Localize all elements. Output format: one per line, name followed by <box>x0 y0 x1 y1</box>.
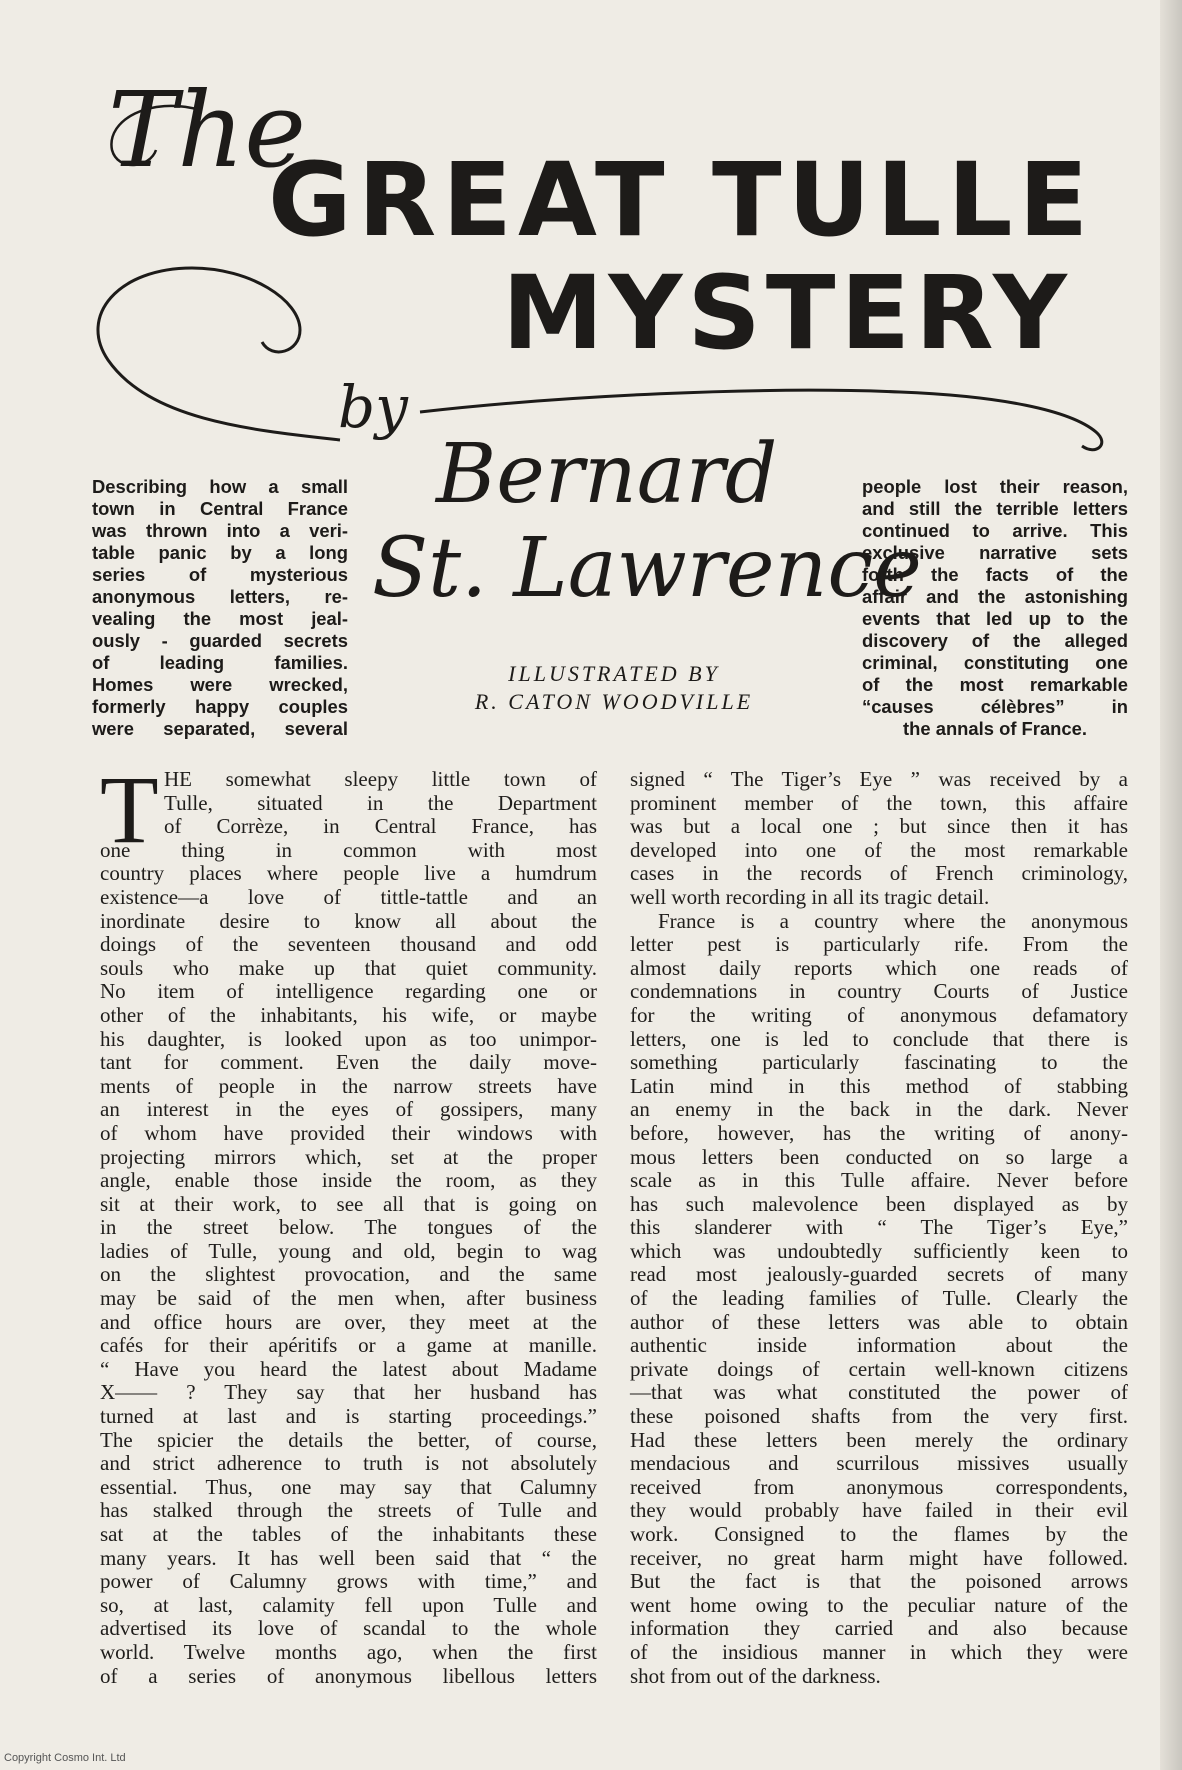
body-line: “ Have you heard the latest about Madame <box>100 1356 597 1381</box>
body-line: was but a local one ; but since then it has <box>630 814 1128 839</box>
body-line: scale as in this Tulle affaire. Never before <box>630 1168 1128 1193</box>
title-the: The <box>108 69 306 191</box>
intro-line: town in Central France <box>92 498 348 519</box>
body-line: may be said of the men when, after business <box>100 1286 597 1311</box>
body-line: No item of intelligence regarding one or <box>100 979 597 1004</box>
body-line: so, at last, calamity fell upon Tulle and <box>100 1592 597 1617</box>
body-line: power of Calumny grows with time,” and <box>100 1569 597 1594</box>
body-line: this slanderer with “ The Tiger’s Eye,” <box>630 1215 1128 1240</box>
illustrated-by-label: ILLUSTRATED BY <box>508 661 720 686</box>
intro-line: vealing the most jeal- <box>92 608 348 629</box>
illustrator-name: R. CATON WOODVILLE <box>474 689 754 714</box>
body-line: they would probably have failed in their evil <box>630 1498 1128 1523</box>
byline-by: by <box>338 373 408 441</box>
body-line: his daughter, is looked upon as too unimpor- <box>100 1026 597 1051</box>
body-line: and strict adherence to truth is not absolutely <box>100 1451 597 1476</box>
body-line: cafés for their apéritifs or a game at manille. <box>100 1333 597 1358</box>
body-line: mous letters been conducted on so large a <box>630 1144 1128 1169</box>
body-line: condemnations in country Courts of Justice <box>630 979 1128 1004</box>
body-line: and office hours are over, they meet at the <box>100 1309 597 1334</box>
article-column-right <box>630 768 1128 1688</box>
body-line: read most jealously-guarded secrets of many <box>630 1262 1128 1287</box>
body-line: of a series of anonymous libellous letters <box>100 1663 597 1688</box>
body-line: in the street below. The tongues of the <box>100 1215 597 1240</box>
intro-line: was thrown into a veri- <box>92 520 348 541</box>
body-line: one thing in common with most <box>100 837 597 862</box>
intro-line: people lost their reason, <box>862 476 1128 497</box>
intro-line: criminal, constituting one <box>862 652 1128 673</box>
body-line: country places where people live a humdrum <box>100 861 597 886</box>
body-line: essential. Thus, one may say that Calumny <box>100 1474 597 1499</box>
body-line: work. Consigned to the flames by the <box>630 1522 1128 1546</box>
body-line: of the leading families of Tulle. Clearly the <box>630 1286 1128 1311</box>
intro-line: and still the terrible letters <box>862 498 1128 519</box>
body-line: sit at their work, to see all that is going on <box>100 1191 597 1216</box>
intro-line: events that led up to the <box>862 608 1128 629</box>
body-line: something particularly fascinating to the <box>630 1050 1128 1075</box>
intro-line: forth the facts of the <box>862 564 1128 585</box>
body-line: on the slightest provocation, and the same <box>100 1262 597 1287</box>
body-line: The spicier the details the better, of course, <box>100 1427 597 1452</box>
body-line: sat at the tables of the inhabitants these <box>100 1522 597 1546</box>
illustrator-credit <box>404 660 824 716</box>
body-line: many years. It has well been said that “ the <box>100 1545 597 1570</box>
body-line: existence—a love of tittle-tattle and an <box>100 884 597 909</box>
body-line: of whom have provided their windows with <box>100 1120 597 1145</box>
body-line: letter pest is particularly rife. From the <box>630 932 1128 957</box>
intro-line: formerly happy couples <box>92 696 348 717</box>
body-line: HE somewhat sleepy little town of <box>164 767 597 791</box>
author-second-line: St. Lawrence <box>372 521 922 616</box>
body-line: private doings of certain well-known citizens <box>630 1356 1128 1381</box>
body-line: which was undoubtedly sufficiently keen to <box>630 1238 1128 1263</box>
body-line: before, however, has the writing of anony- <box>630 1120 1128 1145</box>
author-first-line: Bernard <box>436 427 778 522</box>
intro-line: table panic by a long <box>92 542 348 563</box>
body-line: shot from out of the darkness. <box>630 1663 881 1688</box>
body-line: authentic inside information about the <box>630 1333 1128 1358</box>
body-line: information they carried and also because <box>630 1616 1128 1641</box>
body-line: inordinate desire to know all about the <box>100 908 597 933</box>
intro-line: were separated, several <box>92 718 348 739</box>
body-line: an enemy in the back in the dark. Never <box>630 1097 1128 1122</box>
intro-line: anonymous letters, re- <box>92 586 348 607</box>
intro-line: series of mysterious <box>92 564 348 585</box>
body-line: author of these letters was able to obtain <box>630 1309 1128 1334</box>
intro-line: continued to arrive. This <box>862 520 1128 541</box>
body-line: tant for comment. Even the daily move- <box>100 1050 597 1075</box>
body-line: world. Twelve months ago, when the first <box>100 1639 597 1664</box>
body-line: Had these letters been merely the ordinary <box>630 1427 1128 1452</box>
body-line: of the insidious manner in which they were <box>630 1639 1128 1664</box>
copyright-notice: Copyright Cosmo Int. Ltd <box>4 1752 126 1764</box>
intro-line: Describing how a small <box>92 476 348 497</box>
title-mystery: MYSTERY <box>502 254 1072 373</box>
body-line: ments of people in the narrow streets have <box>100 1073 597 1098</box>
body-line: for the writing of anonymous defamatory <box>630 1002 1128 1027</box>
body-line: received from anonymous correspondents, <box>630 1474 1128 1499</box>
body-line: cases in the records of French criminology, <box>630 861 1128 886</box>
article-column-left <box>100 768 597 1688</box>
intro-line: of leading families. <box>92 652 348 673</box>
body-line: receiver, no great harm might have followed. <box>630 1545 1128 1570</box>
body-line: prominent member of the town, this affaire <box>630 790 1128 815</box>
body-line: signed “ The Tiger’s Eye ” was received by a <box>630 767 1128 791</box>
intro-line: Homes were wrecked, <box>92 674 348 695</box>
body-line: other of the inhabitants, his wife, or maybe <box>100 1002 597 1027</box>
body-line: mendacious and scurrilous missives usually <box>630 1451 1128 1476</box>
intro-line: exclusive narrative sets <box>862 542 1128 563</box>
body-line: has stalked through the streets of Tulle and <box>100 1498 597 1523</box>
body-line: But the fact is that the poisoned arrows <box>630 1569 1128 1594</box>
intro-line: ously - guarded secrets <box>92 630 348 651</box>
body-line: projecting mirrors which, set at the proper <box>100 1144 597 1169</box>
body-line: an interest in the eyes of gossipers, many <box>100 1097 597 1122</box>
body-line: France is a country where the anonymous <box>658 908 1128 933</box>
intro-right-column <box>862 476 1128 740</box>
body-line: Latin mind in this method of stabbing <box>630 1073 1128 1098</box>
body-line: well worth recording in all its tragic detail. <box>630 884 990 909</box>
body-line: these poisoned shafts from the very first. <box>630 1404 1128 1429</box>
body-line: —that was what constituted the power of <box>630 1380 1128 1405</box>
intro-line: discovery of the alleged <box>862 630 1128 651</box>
body-line: of Corrèze, in Central France, has <box>164 814 597 839</box>
intro-line: affair and the astonishing <box>862 586 1128 607</box>
drop-cap: T <box>100 756 159 863</box>
body-line: X—— ? They say that her husband has <box>100 1380 597 1405</box>
body-line: advertised its love of scandal to the whole <box>100 1616 597 1641</box>
intro-line: “causes célèbres” in <box>862 696 1128 717</box>
body-line: souls who make up that quiet community. <box>100 955 597 980</box>
body-line: angle, enable those inside the room, as they <box>100 1168 597 1193</box>
body-line: letters, one is led to conclude that there is <box>630 1026 1128 1051</box>
body-line: went home owing to the peculiar nature of the <box>630 1592 1128 1617</box>
intro-left-column <box>92 476 348 740</box>
body-line: almost daily reports which one reads of <box>630 955 1128 980</box>
title-great-tulle: GREAT TULLE <box>268 141 1095 260</box>
body-line: ladies of Tulle, young and old, begin to wag <box>100 1238 597 1263</box>
body-line: turned at last and is starting proceedings.” <box>100 1404 597 1429</box>
body-line: has such malevolence been displayed as by <box>630 1191 1128 1216</box>
body-line: doings of the seventeen thousand and odd <box>100 932 597 957</box>
intro-line: of the most remarkable <box>862 674 1128 695</box>
body-line: developed into one of the most remarkable <box>630 837 1128 862</box>
body-line: Tulle, situated in the Department <box>164 790 597 815</box>
intro-line: the annals of France. <box>903 718 1087 739</box>
